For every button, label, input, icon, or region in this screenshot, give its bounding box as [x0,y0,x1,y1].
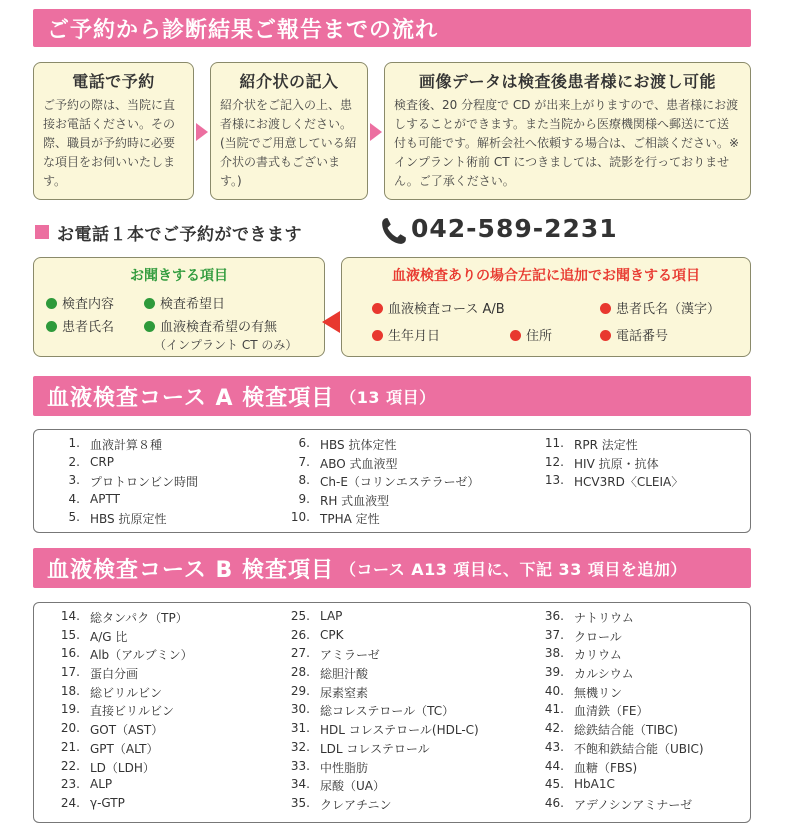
item-number: 27. [290,646,310,661]
green-dot-icon [46,321,57,332]
list-item [280,609,479,628]
list-item [280,759,479,778]
item-number: 28. [290,665,310,680]
item-label: ナトリウム [574,611,634,625]
list-item [534,721,704,740]
course-a-column [50,436,198,529]
course-b-column [50,609,193,815]
item-label: GPT（ALT） [90,741,159,756]
item-number: 18. [60,683,80,698]
list-item [280,777,479,796]
item-label: 総胆汁酸 [320,667,369,682]
item-number: 21. [60,739,80,754]
item-number: 38. [544,646,564,661]
item-number: 8. [298,473,310,488]
item-label: 直接ビリルビン [90,704,175,719]
list-item [534,473,683,492]
item-label: 総ビリルビン [90,685,163,700]
item-label: RH 式血液型 [320,493,390,508]
item-number: 4. [68,491,80,506]
course-a-list [33,429,751,533]
item-label: 尿素窒素 [320,685,369,700]
item-number: 9. [298,491,310,506]
item-number: 34. [290,777,310,792]
item-number: 31. [290,721,310,736]
list-item: 検査内容 [46,293,114,312]
flow-text: ご予約の際は、当院に直接お電話ください。その際、職員が予約時に必要な項目をお伺いいたします。 [43,98,176,188]
item-label: LDL コレステロール [320,741,430,756]
item-number: 7. [298,454,310,469]
item-number: 41. [544,702,564,717]
item-label: HIV 抗原・抗体 [574,456,659,471]
item-number: 39. [544,665,564,680]
item-label: 尿酸（UA） [320,779,385,794]
phone-row [33,214,751,250]
list-item [280,510,479,529]
list-item [280,740,479,759]
item-number: 1. [68,436,80,450]
item-number: 44. [544,758,564,773]
red-dot-icon [600,330,611,341]
header-band [33,9,751,47]
item-label: 血液計算８種 [90,438,163,452]
phone-icon [381,217,407,245]
item-label: RPR 法定性 [574,438,638,452]
item-label: APTT [90,491,120,506]
item-label: 総コレステロール（TC） [320,704,455,719]
item-label: 血清鉄（FE） [574,704,649,719]
item-label: γ-GTP [90,795,125,810]
course-a-column [534,436,683,492]
arrow-right-icon [196,123,208,141]
list-item: 血液検査コース A/B [372,298,505,317]
item-number: 3. [68,473,80,488]
item-number: 14. [60,609,80,623]
item-label: 総タンパク（TP） [90,611,188,625]
item-label: クレアチニン [320,797,392,812]
list-item [280,702,479,721]
course-b-subtitle: （コース A13 項目に、下記 33 項目を追加） [340,559,687,579]
list-item [534,628,704,647]
list-item [50,740,193,759]
list-item: 検査希望日 [144,293,225,312]
item-label: 中性脂肪 [320,760,369,775]
item-label: HbA1C [574,777,615,792]
item-label: HDL コレステロール(HDL-C) [320,723,479,738]
item-label: Alb（アルブミン） [90,648,193,663]
phone-number[interactable]: 042-589-2231 [411,214,618,243]
item-number: 11. [544,436,564,450]
phone-label: お電話１本でご予約ができます [57,225,302,245]
list-item [280,646,479,665]
item-number: 13. [544,473,564,488]
item-label: アデノシンアミナーゼ [574,797,693,812]
course-b-list [33,602,751,823]
item-label: 蛋白分画 [90,667,139,682]
item-number: 30. [290,702,310,717]
list-item: 電話番号 [600,325,668,344]
item-number: 5. [68,510,80,525]
list-item [50,721,193,740]
flow-text: 検査後、20 分程度で CD が出来上がりますので、患者様にお渡しすることができます。また当院から医療機関様へ郵送にて送付も可能です。解析会社へ依頼する場合は、ご相談ください。※インプラント術前 CT につきましては、読影を行っておりません。ご了承ください。 [394,98,740,188]
course-b-title: 血液検査コース B 検査項目 [47,557,334,583]
item-label: アミラーゼ [320,648,380,663]
list-item [50,473,198,492]
ask-blood-title: 血液検査ありの場合左記に追加でお聞きする項目 [392,268,700,284]
item-label: クロール [574,629,622,644]
red-dot-icon [372,330,383,341]
item-number: 24. [60,795,80,810]
ask-items-box [33,257,325,357]
list-item [534,740,704,759]
list-item [534,609,704,628]
list-item: 患者氏名（漢字） [600,298,720,317]
course-b-band [33,548,751,588]
list-item [534,455,683,474]
item-number: 16. [60,646,80,661]
list-item [280,721,479,740]
item-number: 25. [290,609,310,623]
item-label: プロトロンビン時間 [90,475,199,490]
green-dot-icon [46,298,57,309]
item-label: 血糖（FBS) [574,760,638,775]
list-item: 患者氏名 [46,316,114,335]
list-item [50,759,193,778]
list-item [534,702,704,721]
item-number: 10. [290,510,310,525]
item-label: TPHA 定性 [320,512,380,527]
list-item [50,436,198,455]
item-label: CPK [320,627,344,642]
course-a-column [280,436,479,529]
item-number: 17. [60,665,80,680]
item-number: 45. [544,777,564,792]
green-dot-icon [144,321,155,332]
item-number: 19. [60,702,80,717]
flow-title: 電話で予約 [72,72,155,91]
item-label: 不飽和鉄結合能（UBIC) [574,741,704,756]
item-number: 29. [290,683,310,698]
list-item [50,777,193,796]
list-item: 血液検査希望の有無 [144,316,277,335]
list-item: 生年月日 [372,325,440,344]
flow-box-referral [210,62,368,200]
item-label: HCV3RD〈CLEIA〉 [574,475,684,490]
red-dot-icon [510,330,521,341]
item-label: カルシウム [574,667,634,682]
item-number: 43. [544,739,564,754]
item-label: LAP [320,609,343,623]
item-label: GOT（AST） [90,723,164,738]
item-label: HBS 抗原定性 [90,512,167,527]
course-b-column [534,609,704,815]
list-item [280,436,479,455]
item-number: 32. [290,739,310,754]
page-title: ご予約から診断結果ご報告までの流れ [47,17,439,43]
course-a-count: （13 項目） [340,387,436,407]
item-label: A/G 比 [90,629,128,644]
list-item [534,436,683,455]
item-number: 22. [60,758,80,773]
item-label: LD（LDH） [90,760,155,775]
list-item [280,628,479,647]
course-b-column [280,609,479,815]
arrow-right-icon [370,123,382,141]
item-number: 36. [544,609,564,623]
item-label: CRP [90,454,114,469]
list-item [280,684,479,703]
list-item [50,628,193,647]
list-item [50,702,193,721]
implant-note: （インプラント CT のみ） [154,338,298,352]
item-label: ALP [90,777,113,792]
item-label: Ch-E（コリンエステラーゼ） [320,475,480,490]
list-item [50,609,193,628]
list-item [534,796,704,815]
ask-blood-box [341,257,751,357]
course-a-title: 血液検査コース A 検査項目 [47,385,335,411]
flow-title: 画像データは検査後患者様にお渡し可能 [418,72,716,91]
list-item [50,796,193,815]
list-item [50,455,198,474]
list-item [534,759,704,778]
item-label: 総鉄結合能（TIBC) [574,723,678,738]
list-item [50,665,193,684]
item-number: 42. [544,721,564,736]
item-number: 20. [60,721,80,736]
item-number: 37. [544,627,564,642]
list-item [50,646,193,665]
course-a-band [33,376,751,416]
item-number: 15. [60,627,80,642]
list-item [50,492,198,511]
list-item [280,492,479,511]
item-number: 2. [68,454,80,469]
item-number: 35. [290,795,310,810]
flow-title: 紹介状の記入 [239,72,339,91]
item-label: 無機リン [574,685,623,700]
item-number: 26. [290,627,310,642]
item-number: 6. [298,436,310,450]
list-item [534,665,704,684]
list-item [280,665,479,684]
arrow-left-icon [322,311,340,333]
ask-items-title: お聞きする項目 [130,268,228,284]
list-item [50,684,193,703]
item-number: 12. [544,454,564,469]
item-number: 33. [290,758,310,773]
list-item [280,455,479,474]
flow-text: 紹介状をご記入の上、患者様にお渡しください。(当院でご用意している紹介状の書式もございます。) [220,98,357,188]
flow-box-phone [33,62,194,200]
flow-box-image-data [384,62,751,200]
list-item [534,777,704,796]
list-item [534,684,704,703]
green-dot-icon [144,298,155,309]
red-dot-icon [600,303,611,314]
list-item [280,473,479,492]
list-item [50,510,198,529]
item-label: HBS 抗体定性 [320,438,397,452]
square-bullet-icon [35,225,49,239]
red-dot-icon [372,303,383,314]
list-item [534,646,704,665]
item-number: 40. [544,683,564,698]
list-item: 住所 [510,325,552,344]
item-label: カリウム [574,648,622,663]
item-number: 23. [60,777,80,792]
list-item [280,796,479,815]
item-number: 46. [544,795,564,810]
item-label: ABO 式血液型 [320,456,398,471]
